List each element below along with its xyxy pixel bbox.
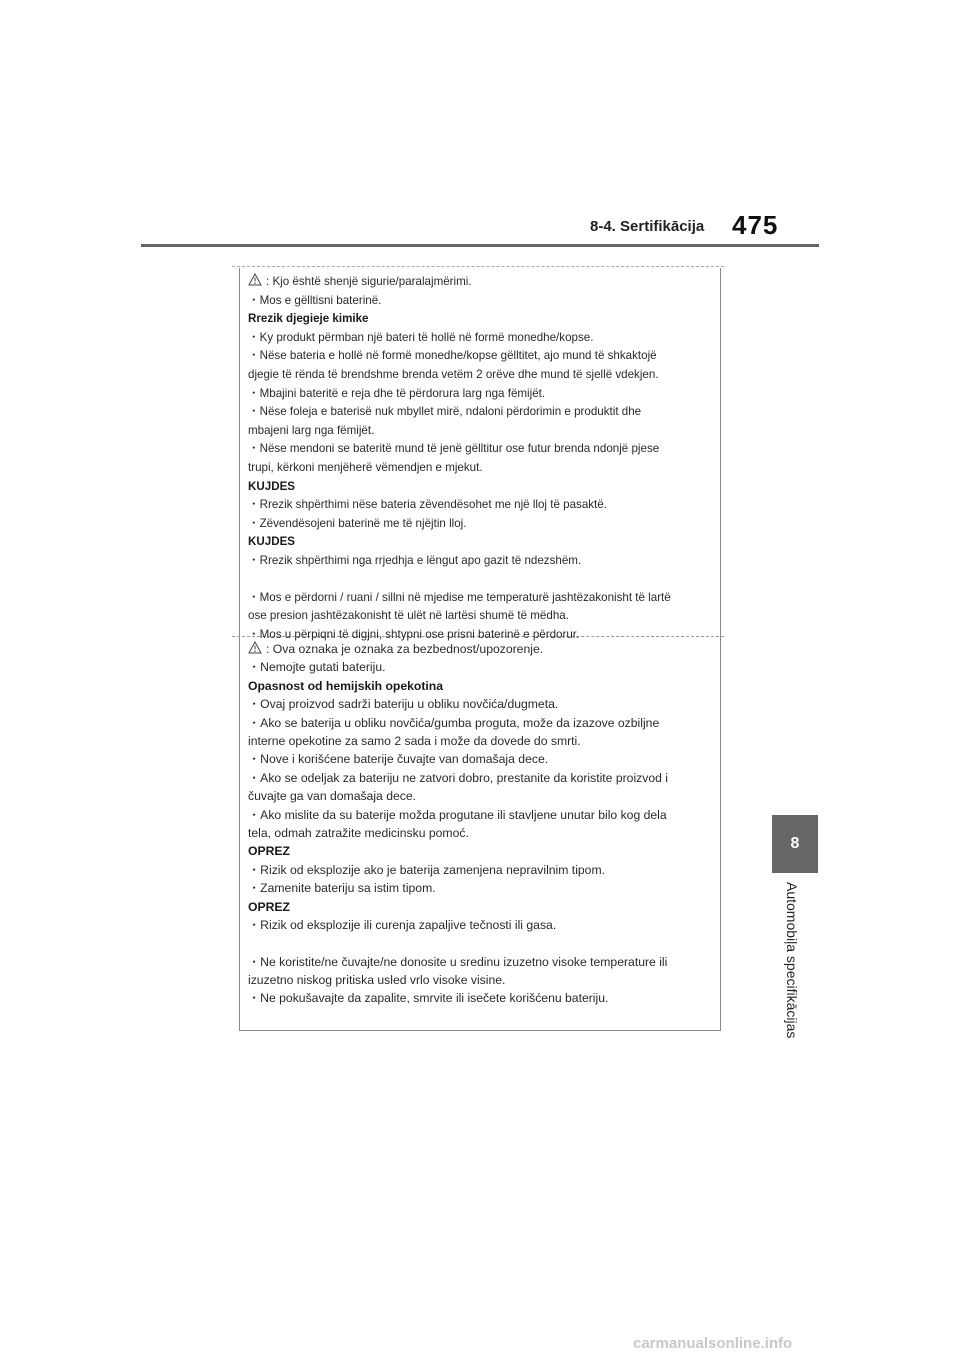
chapter-tab[interactable]: 8 xyxy=(772,815,818,873)
text-line: trupi, kërkoni menjëherë vëmendjen e mjekut. xyxy=(248,460,483,474)
section-title: 8-4. Sertifikācija xyxy=(590,218,705,235)
section-heading: KUJDES xyxy=(248,535,296,549)
text-line: ・Ky produkt përmban një bateri të hollë në formë monedhe/kopse. xyxy=(248,330,594,344)
section-heading: KUJDES xyxy=(248,479,296,493)
text-line: čuvajte ga van domašaja dece. xyxy=(248,789,417,804)
serbian-text-lines xyxy=(248,658,710,1007)
text-line: ose presion jashtëzakonisht të ulët në lartësi shumë të mëdha. xyxy=(248,609,569,623)
text-line: ・Rrezik shpërthimi nëse bateria zëvendësohet me një lloj të pasaktë. xyxy=(248,498,607,512)
text-line: ・Nëse foleja e baterisë nuk mbyllet mirë, ndaloni përdorimin e produktit dhe xyxy=(248,405,642,419)
text-line: ・Rrezik shpërthimi nga rrjedhja e lëngut apo gazit të ndezshëm. xyxy=(248,553,582,567)
section-heading: OPREZ xyxy=(248,844,290,859)
albanian-warning-line xyxy=(248,273,710,292)
text-line: djegie të rënda të brendshme brenda vetëm 2 orëve dhe mund të sjellë vdekjen. xyxy=(248,367,659,381)
serbian-warning-line xyxy=(248,640,710,658)
text-line: ・Nove i korišćene baterije čuvajte van domašaja dece. xyxy=(248,752,549,767)
chapter-side-label: Automobiļa specifikācijas xyxy=(784,882,800,1039)
text-line: ・Ne koristite/ne čuvajte/ne donosite u sredinu izuzetno visoke temperature ili xyxy=(248,954,668,969)
text-line: ・Ovaj proizvod sadrži bateriju u obliku novčića/dugmeta. xyxy=(248,697,559,712)
text-line: ・Mos e gëlltisni baterinë. xyxy=(248,293,382,307)
text-line: ・Nëse bateria e hollë në formë monedhe/kopse gëlltitet, ajo mund të shkaktojë xyxy=(248,349,657,363)
serbian-warning-block xyxy=(248,640,710,1008)
text-line: ・Nëse mendoni se bateritë mund të jenë gëlltitur ose futur brenda ndonjë pjese xyxy=(248,442,660,456)
warning-triangle-icon xyxy=(248,273,262,286)
text-line: ・Ako se baterija u obliku novčića/gumba proguta, može da izazove ozbiljne xyxy=(248,715,660,730)
albanian-warning-block xyxy=(248,273,710,644)
text-line: ・Ako mislite da su baterije možda progutane ili stavljene unutar bilo kog dela xyxy=(248,807,667,822)
text-line: ・Nemojte gutati bateriju. xyxy=(248,660,386,675)
albanian-text-lines xyxy=(248,292,710,645)
text-line: ・Rizik od eksplozije ako je baterija zamenjena nepravilnim tipom. xyxy=(248,862,605,877)
text-line: mbajeni larg nga fëmijët. xyxy=(248,423,375,437)
text-line: ・Mos u përpiqni të digjni, shtypni ose prisni baterinë e përdorur. xyxy=(248,627,580,641)
albanian-warning-text: : Kjo është shenjë sigurie/paralajmërimi. xyxy=(266,275,472,288)
text-line xyxy=(248,571,710,589)
text-line: ・Zamenite bateriju sa istim tipom. xyxy=(248,881,436,896)
text-line: ・Mbajini bateritë e reja dhe të përdorura larg nga fëmijët. xyxy=(248,386,546,400)
header-rule xyxy=(141,244,819,247)
warning-triangle-icon xyxy=(248,641,262,654)
watermark: carmanualsonline.info xyxy=(633,1335,793,1352)
text-line: ・Ako se odeljak za bateriju ne zatvori dobro, prestanite da koristite proizvod i xyxy=(248,770,669,785)
text-line: ・Mos e përdorni / ruani / sillni në mjedise me temperaturë jashtëzakonisht të lartë xyxy=(248,590,671,604)
text-line: tela, odmah zatražite medicinsku pomoć. xyxy=(248,826,469,841)
label-top-border xyxy=(232,266,724,267)
text-line: ・Zëvendësojeni baterinë me të njëjtin lloj. xyxy=(248,516,467,530)
text-line: interne opekotine za samo 2 sada i može da dovede do smrti. xyxy=(248,734,581,749)
section-heading: Rrezik djegieje kimike xyxy=(248,312,369,326)
section-heading: OPREZ xyxy=(248,899,290,914)
text-line: ・Rizik od eksplozije ili curenja zapaljive tečnosti ili gasa. xyxy=(248,918,557,933)
text-line xyxy=(248,935,710,953)
text-line: ・Ne pokušavajte da zapalite, smrvite ili isečete korišćenu bateriju. xyxy=(248,991,609,1006)
text-line: izuzetno niskog pritiska usled vrlo visoke visine. xyxy=(248,972,506,987)
page-number: 475 xyxy=(732,210,779,240)
serbian-warning-text: : Ova oznaka je oznaka za bezbednost/upozorenje. xyxy=(266,642,544,656)
section-heading: Opasnost od hemijskih opekotina xyxy=(248,678,444,693)
